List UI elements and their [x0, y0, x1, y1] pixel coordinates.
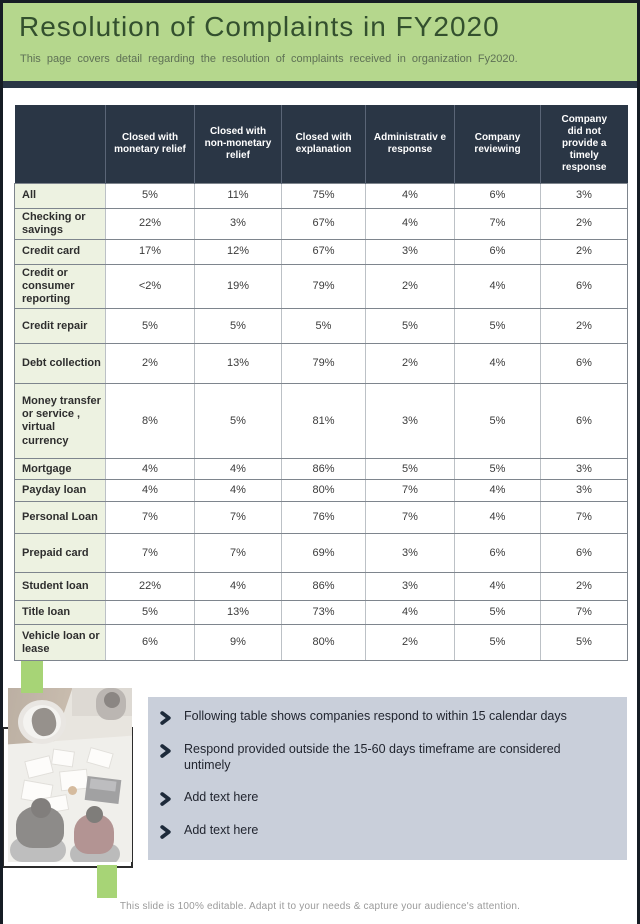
table-cell: 7%	[195, 534, 282, 573]
column-header	[15, 105, 106, 183]
table-cell: 5%	[455, 625, 541, 661]
table-cell: 5%	[195, 309, 282, 344]
table-cell: 2%	[541, 309, 628, 344]
table-cell: 6%	[455, 183, 541, 208]
table-row	[15, 384, 628, 459]
table-cell: 11%	[195, 183, 282, 208]
table-cell: 3%	[366, 534, 455, 573]
table-cell: 4%	[455, 264, 541, 309]
table-cell: 12%	[195, 239, 282, 264]
row-label: Personal Loan	[15, 502, 106, 534]
table-cell: 7%	[366, 502, 455, 534]
title-band	[0, 0, 640, 81]
table-cell: 9%	[195, 625, 282, 661]
bullet-text: Add text here	[184, 823, 259, 838]
table-row	[15, 502, 628, 534]
footer-note: This slide is 100% editable. Adapt it to your needs & capture your audience's attention.	[119, 901, 521, 912]
table-cell: 69%	[282, 534, 366, 573]
page-title: Resolution of Complaints in FY2020	[19, 11, 500, 42]
table-cell: 7%	[195, 502, 282, 534]
table-cell: 19%	[195, 264, 282, 309]
table-cell: 5%	[106, 183, 195, 208]
table-cell: 4%	[366, 183, 455, 208]
table-cell: 4%	[106, 459, 195, 480]
bullet-list	[148, 697, 627, 839]
table-cell: 4%	[195, 480, 282, 502]
row-label: Vehicle loan or lease	[15, 625, 106, 661]
table-cell: 2%	[106, 344, 195, 384]
table-cell: 4%	[195, 459, 282, 480]
table-cell: 3%	[366, 573, 455, 601]
table-row	[15, 573, 628, 601]
table-cell: 22%	[106, 573, 195, 601]
bullet-item	[156, 823, 603, 839]
table-cell: 5%	[366, 459, 455, 480]
table-cell: 4%	[455, 502, 541, 534]
row-label: Credit or consumer reporting	[15, 264, 106, 309]
bullet-item	[156, 742, 603, 773]
table-cell: 4%	[366, 601, 455, 625]
table-row	[15, 264, 628, 309]
table-cell: 4%	[195, 573, 282, 601]
row-label: Credit card	[15, 239, 106, 264]
table-cell: 4%	[455, 480, 541, 502]
table-cell: 2%	[541, 208, 628, 239]
row-label: Credit repair	[15, 309, 106, 344]
row-label: Debt collection	[15, 344, 106, 384]
photo-art-shape	[8, 688, 132, 862]
table-row	[15, 625, 628, 661]
column-header: Closed with non-monetary relief	[195, 105, 282, 183]
table-row	[15, 534, 628, 573]
table-cell: 2%	[366, 344, 455, 384]
table-cell: 86%	[282, 459, 366, 480]
table-cell: 7%	[455, 208, 541, 239]
table-cell: 5%	[455, 384, 541, 459]
row-label: Payday loan	[15, 480, 106, 502]
table-header-row	[15, 105, 628, 183]
table-cell: 13%	[195, 344, 282, 384]
row-label: Title loan	[15, 601, 106, 625]
row-label: Money transfer or service , virtual currency	[15, 384, 106, 459]
bullet-text: Following table shows companies respond to within 15 calendar days	[184, 709, 567, 723]
table-cell: 5%	[455, 309, 541, 344]
table-cell: 4%	[455, 344, 541, 384]
table-cell: 7%	[541, 502, 628, 534]
table-cell: 4%	[106, 480, 195, 502]
table-cell: 6%	[541, 384, 628, 459]
table-cell: 73%	[282, 601, 366, 625]
table-cell: 81%	[282, 384, 366, 459]
table-row	[15, 459, 628, 480]
row-label: Checking or savings	[15, 208, 106, 239]
chevron-right-icon	[160, 711, 171, 725]
table-cell: 7%	[106, 534, 195, 573]
column-header: Closed with explanation	[282, 105, 366, 183]
table-cell: 3%	[366, 384, 455, 459]
table-cell: 8%	[106, 384, 195, 459]
table-cell: 79%	[282, 344, 366, 384]
table-cell: 4%	[366, 208, 455, 239]
table-cell: 80%	[282, 480, 366, 502]
table-row	[15, 344, 628, 384]
table-cell: 6%	[541, 534, 628, 573]
table-cell: 5%	[455, 459, 541, 480]
table-cell: 7%	[106, 502, 195, 534]
table-cell: 4%	[455, 573, 541, 601]
table-cell: 22%	[106, 208, 195, 239]
table-cell: 13%	[195, 601, 282, 625]
table-cell: 3%	[541, 183, 628, 208]
table-cell: 67%	[282, 208, 366, 239]
complaints-table	[14, 105, 628, 661]
green-accent-square-top	[21, 661, 43, 693]
table-cell: 5%	[541, 625, 628, 661]
table-row	[15, 601, 628, 625]
bullet-text: Respond provided outside the 15-60 days timeframe are considered untimely	[184, 742, 561, 772]
table-cell: 76%	[282, 502, 366, 534]
table-cell: 3%	[366, 239, 455, 264]
table-cell: 3%	[541, 480, 628, 502]
table-cell: 3%	[195, 208, 282, 239]
table-cell: 6%	[455, 534, 541, 573]
table-cell: 2%	[366, 264, 455, 309]
table-cell: 2%	[541, 573, 628, 601]
table-cell: 5%	[106, 309, 195, 344]
workspace-photo	[8, 688, 132, 862]
notes-panel	[148, 697, 627, 860]
table-cell: 6%	[541, 264, 628, 309]
table-cell: 2%	[366, 625, 455, 661]
divider-bar	[0, 81, 640, 88]
row-label: Prepaid card	[15, 534, 106, 573]
column-header: Closed with monetary relief	[106, 105, 195, 183]
table-cell: 2%	[541, 239, 628, 264]
table-row	[15, 183, 628, 208]
table-cell: 80%	[282, 625, 366, 661]
table-cell: 5%	[106, 601, 195, 625]
bullet-text: Add text here	[184, 790, 259, 805]
row-label: All	[15, 183, 106, 208]
table-body	[15, 183, 628, 661]
column-header: Company did not provide a timely response	[541, 105, 628, 183]
table-cell: 3%	[541, 459, 628, 480]
table-cell: 86%	[282, 573, 366, 601]
table-cell: 67%	[282, 239, 366, 264]
green-accent-square-bottom	[97, 865, 117, 898]
table-cell: 7%	[541, 601, 628, 625]
table-row	[15, 239, 628, 264]
table-cell: 5%	[195, 384, 282, 459]
table-cell: 6%	[455, 239, 541, 264]
table-cell: 5%	[282, 309, 366, 344]
column-header: Administrativ e response	[366, 105, 455, 183]
table-cell: 6%	[106, 625, 195, 661]
table-cell: 5%	[366, 309, 455, 344]
bullet-item	[156, 790, 603, 806]
row-label: Mortgage	[15, 459, 106, 480]
chevron-right-icon	[160, 825, 171, 839]
table-cell: 5%	[455, 601, 541, 625]
page-subtitle: This page covers detail regarding the resolution of complaints received in organization Fy2020.	[20, 53, 518, 65]
table-cell: <2%	[106, 264, 195, 309]
table-cell: 6%	[541, 344, 628, 384]
chevron-right-icon	[160, 792, 171, 806]
table-row	[15, 480, 628, 502]
table-cell: 7%	[366, 480, 455, 502]
table-cell: 79%	[282, 264, 366, 309]
table-row	[15, 309, 628, 344]
table-row	[15, 208, 628, 239]
row-label: Student loan	[15, 573, 106, 601]
bullet-item	[156, 709, 603, 725]
table-cell: 17%	[106, 239, 195, 264]
table-cell: 75%	[282, 183, 366, 208]
chevron-right-icon	[160, 744, 171, 758]
column-header: Company reviewing	[455, 105, 541, 183]
